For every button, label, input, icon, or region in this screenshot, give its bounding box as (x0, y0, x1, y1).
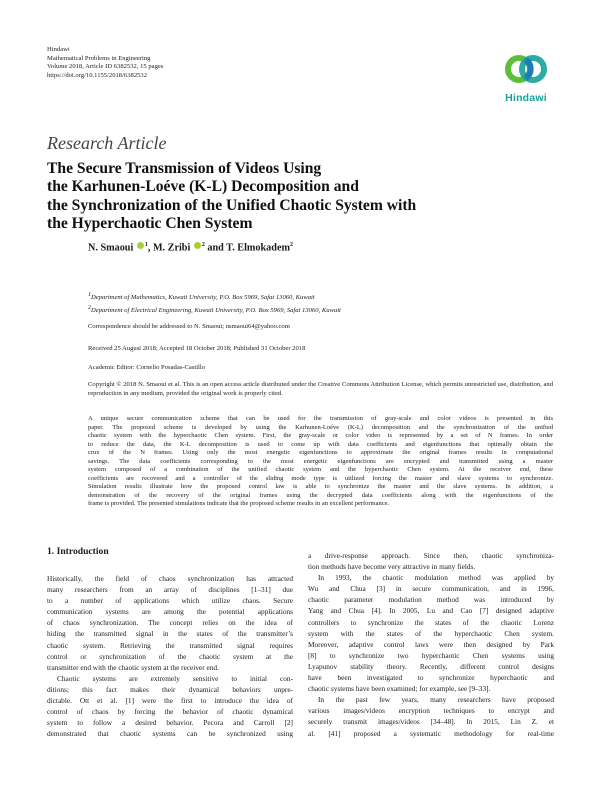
abstract-line: savings. The data coefficients corresponding to the most energetic eigenfunctions are encrypted and transmitted using a master (88, 457, 553, 465)
body-column-right (308, 550, 554, 739)
body-text-line: chaotic parameter modulation method was introduced by (308, 595, 554, 605)
body-text-line: to a number of applications which utilize chaos. Secure (47, 596, 293, 606)
copyright-notice: Copyright © 2018 N. Smaoui et al. This is an open access article distributed under the Creative Commons Attribution License, which permits unrestricted use, distribution, and reproduction in any medium, provided the original work is properly cited. (88, 381, 553, 397)
abstract-line: chaotic system with the hyperchaotic Chen system. First, the gray-scale or color video is represented by a set of N frames. In order (88, 432, 553, 440)
body-text-line: control or synchronization of the chaotic system at the (47, 651, 293, 661)
affiliation-sup: 1 (88, 292, 91, 298)
title-line: the Synchronization of the Unified Chaotic System with (47, 196, 417, 214)
affiliation-text: Department of Mathematics, Kuwait University, P.O. Box 5969, Safat 13060, Kuwait (91, 294, 315, 302)
body-text-line: controllers to synchronize the states of the chaotic Lorenz (308, 617, 554, 627)
correspondence: Correspondence should be addressed to N. Smaoui; nsmaoui64@yahoo.com (88, 323, 290, 330)
abstract-line: to reduce the data, the K-L decomposition is used to come up with data coefficients and eigenfunctions that optimally obtain the (88, 440, 553, 448)
body-text-line: dictable. Ott et al. [1] were the first to introduce the idea of (47, 696, 293, 706)
doi-link[interactable]: https://doi.org/10.1155/2018/6382532 (47, 71, 148, 79)
body-text-line: Historically, the field of chaos synchronization has attracted (47, 574, 293, 583)
body-text-line: In the past few years, many researchers have proposed (318, 695, 554, 705)
abstract-line: A unique secure communication scheme that can be used for the transmission of gray-scale and color videos is presented in this (88, 415, 553, 422)
body-text-line: In 1993, the chaotic modulation method was applied by (318, 573, 554, 583)
body-text-line: various images/videos encryption techniques to encrypt and (308, 706, 554, 716)
body-text-line: tion methods have become very attractive in many fields. (308, 562, 476, 572)
affiliation-text: Department of Electrical Engineering, Kuwait University, P.O. Box 5969, Safat 13060, Kuwait (91, 307, 341, 315)
abstract-line: frame is provided. The presented simulations indicate that the proposed scheme results in an excellent performance. (88, 500, 390, 508)
academic-editor: Academic Editor: Cornelio Posadas-Castillo (88, 364, 206, 371)
body-column-left (47, 573, 293, 739)
body-text-line: chaotic systems have been examined; for example, see [9–33]. (308, 684, 491, 694)
article-title (47, 160, 567, 234)
body-text-line: Yang and Chua [4]. In 2005, Lu and Cao [7] designed adaptive (308, 606, 554, 616)
author-sep: , (147, 242, 153, 254)
body-text-line: control of chaos by forcing the behavior of chaotic dynamical (47, 707, 293, 717)
journal-name: Mathematical Problems in Engineering (47, 54, 151, 62)
body-text-line: have been investigated to synchronize hyperchaotic and (308, 673, 554, 683)
body-text-line: Lyapunov stability theory. Recently, different control designs (308, 661, 554, 671)
body-text-line: communication systems are among the potential applications (47, 607, 293, 617)
body-text-line: al. [41] proposed a systematic methodology for real-time (308, 728, 554, 738)
body-text-line: transmitter end with the chaotic system at the receiver end. (47, 662, 219, 672)
abstract (88, 415, 553, 509)
body-text-line: hiding the transmitted signal in the states of the transmitter’s (47, 629, 293, 639)
body-text-line: of chaos synchronization. The concept relies on the idea of (47, 618, 293, 628)
body-text-line: system with the states of the hyperchaotic Chen system. (308, 628, 554, 638)
abstract-line: demonstration of the recovery of the original frames using the decrypted data coefficients along with the eigenfunctions of the (88, 491, 553, 499)
orcid-icon[interactable] (194, 242, 201, 249)
author-name: and T. Elmokadem (207, 242, 290, 254)
abstract-line: system composed of a combination of the unified chaotic system and the hyperchaotic Chen system. At the receiver end, these (88, 466, 553, 474)
body-text-line: chaotic system. Retrieving the transmitted signal requires (47, 640, 293, 650)
author-list (88, 242, 293, 253)
body-text-line: demonstrated that chaotic systems can be synchronized using (47, 729, 293, 739)
author-name: M. Zribi (152, 242, 191, 254)
body-text-line: Moreover, adaptive control laws were then designed by Park (308, 639, 554, 649)
body-text-line: Wu and Chua [3] in secure communication, and in 1996, (308, 584, 554, 594)
abstract-line: paper. The proposed scheme is developed by using the Karhunen-Loéve (K-L) decomposition and the synchronization of the unified (88, 423, 553, 431)
affiliation (88, 292, 315, 301)
affiliation (88, 305, 341, 314)
publication-dates: Received 25 August 2018; Accepted 18 October 2018; Published 31 October 2018 (88, 345, 306, 352)
abstract-line: coefficients are recovered and a controller of the sliding mode type is utilized forcing the master and slave systems to synchronize. (88, 474, 553, 482)
title-line: the Karhunen-Loéve (K-L) Decomposition and (47, 178, 359, 196)
hindawi-logo-text: Hindawi (505, 92, 547, 104)
body-text-line: Chaotic systems are extremely sensitive to initial con- (57, 673, 293, 683)
author-affil-sup: 2 (201, 242, 205, 248)
abstract-line: crux of the N frames. Using only the most energetic eigenfunctions to approximate the original frames results in computational (88, 449, 553, 457)
volume-line: Volume 2018, Article ID 6382532, 15 pages (47, 63, 164, 71)
title-line: the Hyperchaotic Chen System (47, 215, 253, 233)
author-name: N. Smaoui (88, 242, 134, 254)
body-text-line: [8] to synchronize two hyperchaotic Chen systems using (308, 650, 554, 660)
body-text-line: a drive-response approach. Since then, chaotic synchroniza- (308, 551, 554, 560)
title-line: The Secure Transmission of Videos Using (47, 160, 322, 177)
body-text-line: system to follow a desired behavior. Pecora and Carroll [2] (47, 718, 293, 728)
publisher-name: Hindawi (47, 46, 70, 53)
author-affil-sup: 1 (144, 242, 148, 248)
abstract-line: Simulation results illustrate how the proposed control law is able to synchronize the master and the slave systems. In addition, a (88, 483, 553, 491)
author-affil-sup: 2 (289, 242, 293, 248)
body-text-line: securely transmit images/videos [34–48]. In 2015, Lin Z. et (308, 717, 554, 727)
affiliation-sup: 2 (88, 305, 91, 311)
orcid-icon[interactable] (137, 242, 144, 249)
section-heading: 1. Introduction (47, 546, 109, 557)
body-text-line: many researchers from an array of disciplines [1–31] due (47, 585, 293, 595)
article-type: Research Article (47, 133, 167, 153)
body-text-line: ditions; this fact makes their dynamical behaviors unpre- (47, 684, 293, 694)
journal-header (47, 46, 163, 80)
